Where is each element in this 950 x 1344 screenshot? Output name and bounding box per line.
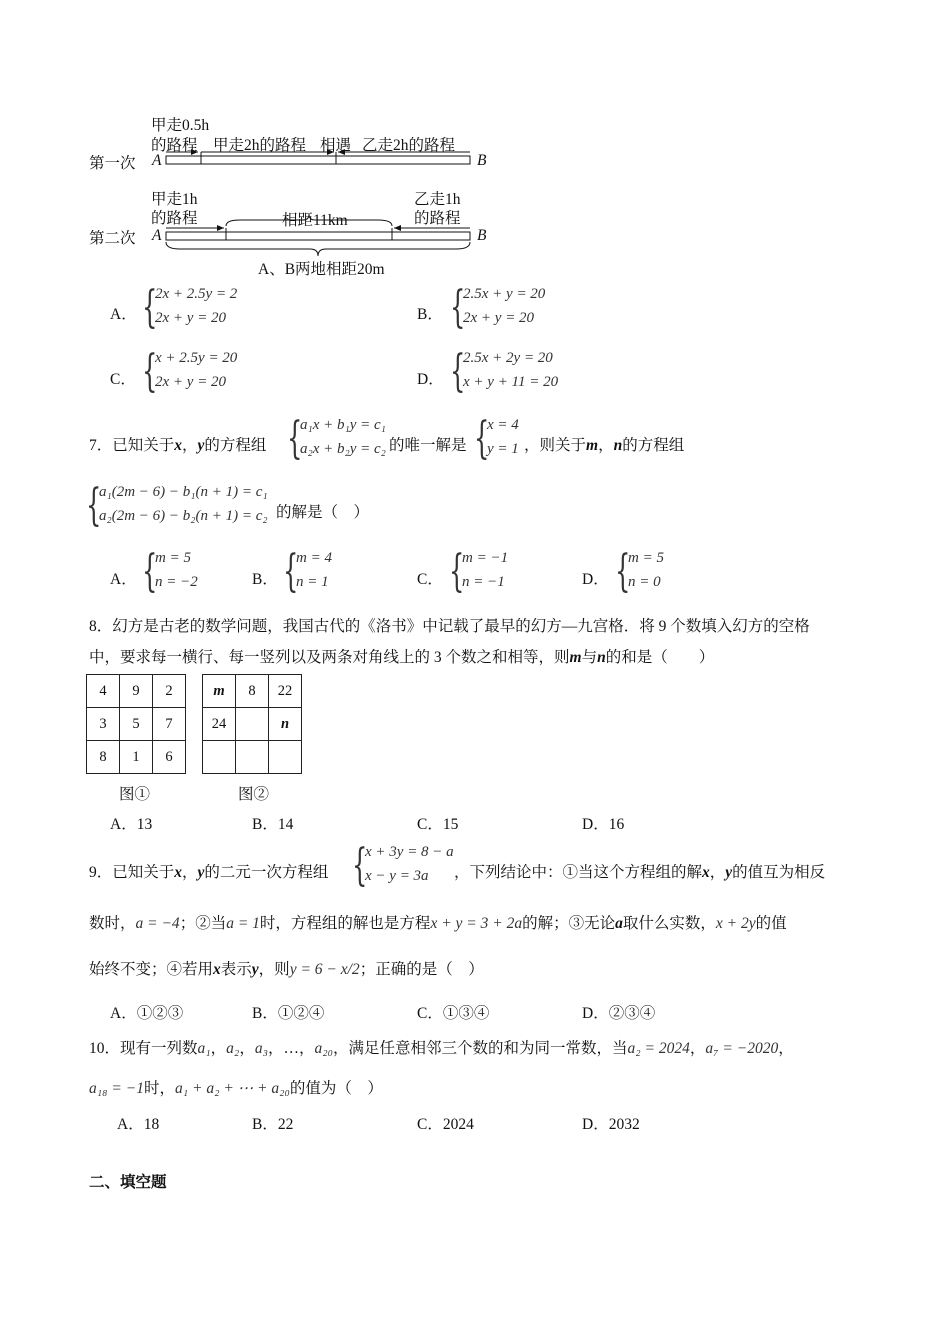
grid-cell: 24 xyxy=(203,708,236,741)
grid-cell: n xyxy=(269,708,302,741)
equation-line: x − y = 3a xyxy=(365,868,429,884)
brace-icon: { xyxy=(142,546,158,597)
equation-line: 2.5x + 2y = 20 xyxy=(463,350,553,366)
q7-stem-2: 的唯一解是 xyxy=(389,437,467,454)
brace-icon: { xyxy=(352,840,368,891)
equation-line: a₂x + b₂y = c₂ xyxy=(300,441,386,457)
equation-line: 2.5x + y = 20 xyxy=(463,286,546,302)
q9-stem-2: ，下列结论中：①当这个方程组的解x，y的值互为相反 xyxy=(454,864,826,881)
brace-icon: { xyxy=(450,346,466,397)
equation-line: 2x + y = 20 xyxy=(155,310,227,326)
brace-icon: { xyxy=(86,480,102,531)
q9-option-c[interactable]: C．①③④ xyxy=(417,1005,490,1022)
equation-line: n = −1 xyxy=(462,574,505,590)
q8-stem-line2: 中，要求每一横行、每一竖列以及两条对角线上的 3 个数之和相等，则m与n的和是（ ） xyxy=(89,649,715,666)
q9-stem-line2: 数时，a = −4；②当a = 1时，方程组的解也是方程x + y = 3 + 2a的解；③无论a取什么实数，x + 2y的值 xyxy=(89,915,787,932)
q7-stem-3: ，则关于m，n的方程组 xyxy=(524,437,685,454)
row2-mid: 相距11km xyxy=(282,212,348,229)
row1-mid3: 乙走2h的路程 xyxy=(362,137,456,154)
q7-option-a-label[interactable]: A． xyxy=(110,571,137,588)
equation-line: x + y + 11 = 20 xyxy=(463,374,559,390)
row2-label: 第二次 xyxy=(89,230,136,247)
grid-cell: 8 xyxy=(87,741,120,774)
brace-icon: { xyxy=(615,546,631,597)
q6-option-b-label[interactable]: B． xyxy=(417,306,443,323)
grid-cell: 6 xyxy=(153,741,186,774)
grid-cell xyxy=(236,741,269,774)
equation-line: a₁(2m − 6) − b₁(n + 1) = c₁ xyxy=(99,484,268,500)
grid-cell: m xyxy=(203,675,236,708)
brace-icon: { xyxy=(142,282,158,333)
q7-stem-1: 7．已知关于x，y的方程组 xyxy=(89,437,267,454)
q10-option-c[interactable]: C．2024 xyxy=(417,1116,474,1133)
grid-cell: 7 xyxy=(153,708,186,741)
brace-icon: { xyxy=(142,346,158,397)
q7-option-c-label[interactable]: C． xyxy=(417,571,443,588)
row1-a-bottom: 的路程 xyxy=(151,137,198,154)
row1-endpoint-b: B xyxy=(477,152,487,169)
equation-line: 2x + y = 20 xyxy=(463,310,535,326)
diagram-lines xyxy=(160,148,480,258)
row1-mid2: 相遇 xyxy=(320,137,352,154)
q9-stem-line3: 始终不变；④若用x表示y，则y = 6 − x/2；正确的是（ ） xyxy=(89,961,484,978)
equation-line: n = 0 xyxy=(628,574,661,590)
q10-stem-line1: 10．现有一列数a₁，a₂，a₃，…，a₂₀，满足任意相邻三个数的和为同一常数，当a₂ = 2024，a₇ = −2020， xyxy=(89,1040,794,1057)
equation-line: a₂(2m − 6) − b₂(n + 1) = c₂ xyxy=(99,508,268,524)
q8-stem-line1: 8．幻方是古老的数学问题，我国古代的《洛书》中记载了最早的幻方—九宫格．将 9 个数填入幻方的空格 xyxy=(89,618,810,635)
row1-endpoint-a: A xyxy=(152,152,162,169)
equation-line: m = 4 xyxy=(296,550,332,566)
q8-option-c[interactable]: C．15 xyxy=(417,816,459,833)
q10-option-a[interactable]: A．18 xyxy=(117,1116,160,1133)
brace-icon: { xyxy=(287,413,303,464)
row2-a-bottom: 的路程 xyxy=(151,210,198,227)
grid-cell: 5 xyxy=(120,708,153,741)
q6-option-d-label[interactable]: D． xyxy=(417,371,444,388)
equation-line: x + 3y = 8 − a xyxy=(365,844,454,860)
q7-option-b-label[interactable]: B． xyxy=(252,571,278,588)
grid-cell xyxy=(236,708,269,741)
grid-cell xyxy=(203,741,236,774)
figure-2-caption: 图② xyxy=(238,786,270,803)
brace-icon: { xyxy=(450,282,466,333)
equation-line: a₁x + b₁y = c₁ xyxy=(300,417,386,433)
q10-stem-line2: a₁₈ = −1时，a₁ + a₂ + ⋯ + a₂₀的值为（ ） xyxy=(89,1080,383,1097)
brace-icon: { xyxy=(474,413,490,464)
row2-endpoint-b: B xyxy=(477,227,487,244)
grid-cell: 4 xyxy=(87,675,120,708)
equation-line: n = 1 xyxy=(296,574,329,590)
q8-option-a[interactable]: A．13 xyxy=(110,816,153,833)
q8-option-d[interactable]: D．16 xyxy=(582,816,625,833)
row1-label: 第一次 xyxy=(89,155,136,172)
equation-line: m = −1 xyxy=(462,550,509,566)
grid-cell: 3 xyxy=(87,708,120,741)
equation-line: x + 2.5y = 20 xyxy=(155,350,238,366)
equation-line: m = 5 xyxy=(155,550,191,566)
q9-stem-1: 9．已知关于x，y的二元一次方程组 xyxy=(89,864,329,881)
row2-b-top: 乙走1h xyxy=(414,191,461,208)
grid-cell: 22 xyxy=(269,675,302,708)
q9-option-d[interactable]: D．②③④ xyxy=(582,1005,656,1022)
grid-cell: 9 xyxy=(120,675,153,708)
q8-option-b[interactable]: B．14 xyxy=(252,816,294,833)
row1-a-top: 甲走0.5h xyxy=(151,117,210,134)
q9-option-b[interactable]: B．①②④ xyxy=(252,1005,325,1022)
row1-mid1: 甲走2h的路程 xyxy=(213,137,307,154)
grid-cell: 8 xyxy=(236,675,269,708)
equation-line: y = 1 xyxy=(487,441,519,457)
q10-option-d[interactable]: D．2032 xyxy=(582,1116,640,1133)
row2-b-bottom: 的路程 xyxy=(414,210,461,227)
grid-cell xyxy=(269,741,302,774)
brace-icon: { xyxy=(449,546,465,597)
equation-line: n = −2 xyxy=(155,574,198,590)
total-distance-label: A、B两地相距20m xyxy=(258,261,385,278)
equation-line: 2x + y = 20 xyxy=(155,374,227,390)
q7-option-d-label[interactable]: D． xyxy=(582,571,609,588)
q10-option-b[interactable]: B．22 xyxy=(252,1116,294,1133)
q9-option-a[interactable]: A．①②③ xyxy=(110,1005,184,1022)
equation-line: m = 5 xyxy=(628,550,664,566)
grid-cell: 1 xyxy=(120,741,153,774)
magic-square-figure-2 xyxy=(202,674,302,774)
figure-1-caption: 图① xyxy=(119,786,151,803)
equation-line: x = 4 xyxy=(487,417,519,433)
magic-square-figure-1 xyxy=(86,674,186,774)
q6-option-c-label[interactable]: C． xyxy=(110,371,136,388)
q6-option-a-label[interactable]: A． xyxy=(110,306,137,323)
q7-stem-4: 的解是（ ） xyxy=(276,504,370,521)
grid-cell: 2 xyxy=(153,675,186,708)
section-2-heading: 二、填空题 xyxy=(89,1174,167,1191)
row2-a-top: 甲走1h xyxy=(151,191,198,208)
row2-endpoint-a: A xyxy=(152,227,162,244)
brace-icon: { xyxy=(283,546,299,597)
equation-line: 2x + 2.5y = 2 xyxy=(155,286,238,302)
